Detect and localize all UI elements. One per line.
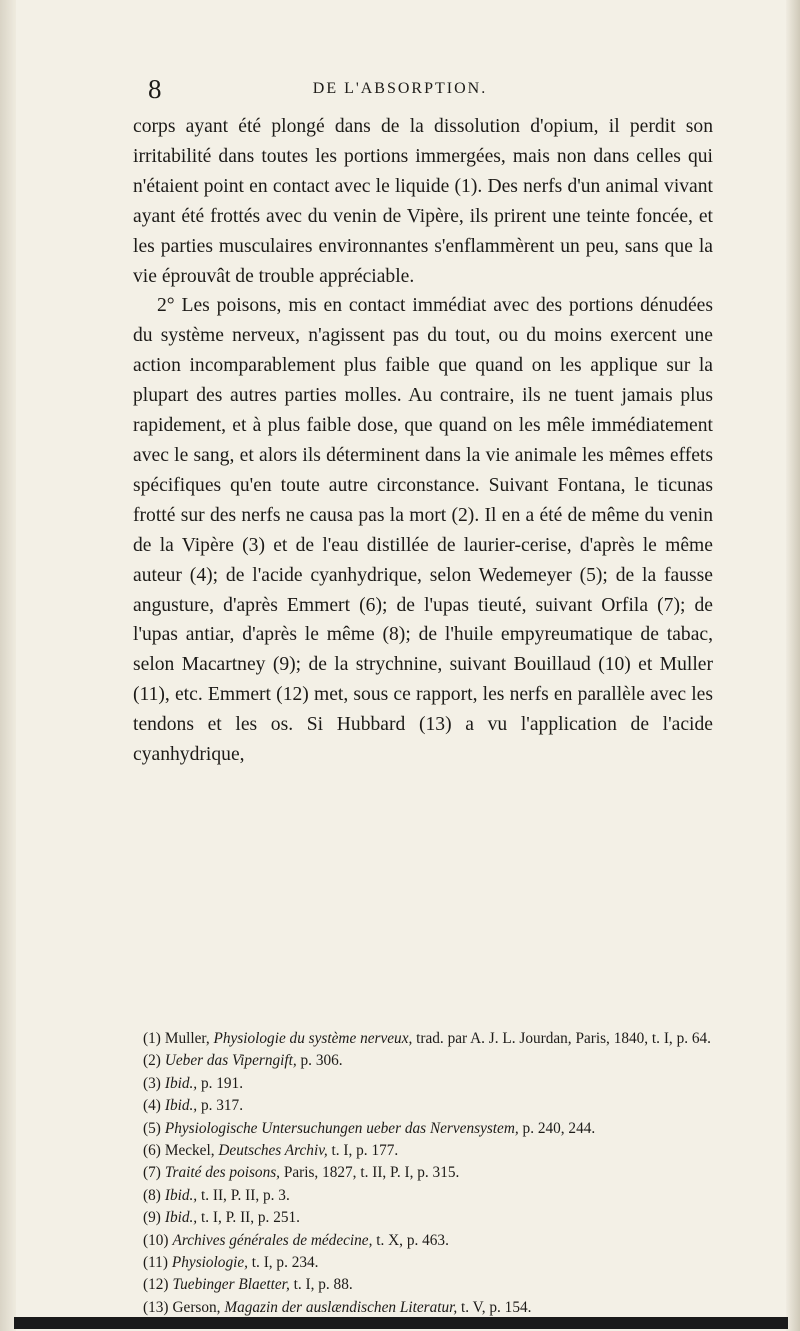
footnote-author: Muller, — [164, 1030, 214, 1047]
footnote-details: t. V, p. 154. — [457, 1298, 532, 1316]
footnote-title: Ibid., — [164, 1074, 198, 1092]
footnote-number: (10) — [143, 1231, 169, 1249]
footnote-title: Physiologie, — [171, 1254, 248, 1272]
footnote-number: (9) — [143, 1209, 161, 1227]
page-number: 8 — [148, 74, 162, 104]
footnote-number: (3) — [143, 1074, 161, 1092]
footnote — [133, 1274, 713, 1296]
footnote-title: Tuebinger Blaetter, — [172, 1276, 290, 1294]
body-text — [133, 112, 713, 770]
footnote — [133, 1095, 713, 1117]
footnote-number: (7) — [143, 1164, 161, 1182]
footnote — [133, 1050, 713, 1072]
footnote-number: (5) — [143, 1119, 161, 1137]
footnote-author: Gerson, — [172, 1298, 225, 1316]
page-header — [136, 74, 664, 110]
footnote — [133, 1185, 713, 1207]
footnote-details: t. I, p. 234. — [247, 1254, 319, 1272]
footnote-details: t. I, P. II, p. 251. — [197, 1209, 300, 1227]
footnote-number: (11) — [143, 1254, 168, 1272]
footnote — [133, 1162, 713, 1184]
footnote-number: (2) — [143, 1052, 161, 1070]
footnote-details: t. I, p. 177. — [327, 1142, 399, 1160]
footnote-title: Ueber das Viperngift, — [164, 1052, 297, 1070]
footnote-details: p. 306. — [296, 1052, 343, 1070]
footnote-title: Ibid., — [164, 1186, 198, 1204]
footnote-details: Paris, 1827, t. II, P. I, p. 315. — [280, 1164, 460, 1182]
footnote — [133, 1207, 713, 1229]
footnote-details: p. 191. — [197, 1074, 244, 1092]
page-edge-right — [786, 0, 800, 1331]
bottom-scan-border — [14, 1317, 788, 1329]
footnote-author: Meckel, — [164, 1142, 219, 1160]
footnote-title: Ibid., — [164, 1209, 198, 1227]
running-title: DE L'ABSORPTION. — [312, 80, 488, 97]
paragraph-2: 2° Les poisons, mis en contact immédiat avec des portions dénudées du système nerveux, n'agissent pas du tout, ou du moins exercent une action incomparablement plus faible que quand on les applique sur la plupart des autres parties molles. Au contraire, ils ne tuent jamais plus rapidement, et à plus faible dose, que quand on les mêle immédiatement avec le sang, et alors ils déterminent dans la vie animale les mêmes effets spécifiques qu'en toute autre circonstance. Suivant Fontana, le ticunas frotté sur des nerfs ne causa pas la mort (2). Il en a été de même du venin de la Vipère (3) et de l'eau distillée de laurier-cerise, d'après le même auteur (4); de l'acide cyanhydrique, selon Wedemeyer (5); de la fausse angusture, d'après Emmert (6); de l'upas tieuté, suivant Orfila (7); de l'upas antiar, d'après le même (8); de l'huile empyreumatique de tabac, selon Macartney (9); de la strychnine, suivant Bouillaud (10) et Muller (11), etc. Emmert (12) met, sous ce rapport, les nerfs en parallèle avec les tendons et les os. Si Hubbard (13) a vu l'application de l'acide cyanhydrique, — [133, 295, 713, 766]
footnote-details: p. 240, 244. — [518, 1119, 596, 1137]
footnote-title: Traité des poisons, — [164, 1164, 281, 1182]
footnote-number: (13) — [143, 1298, 169, 1316]
footnote-title: Magazin der auslændischen Literatur, — [224, 1298, 458, 1316]
footnote — [133, 1118, 713, 1140]
footnote-details: p. 317. — [197, 1097, 244, 1115]
footnote-number: (8) — [143, 1186, 161, 1204]
footnote — [133, 1140, 713, 1162]
footnote-number: (6) — [143, 1142, 161, 1160]
footnote-title: Ibid., — [164, 1097, 198, 1115]
footnote-title: Physiologie du système nerveux, — [213, 1030, 413, 1047]
footnote-details: t. I, p. 88. — [289, 1276, 353, 1294]
footnote-number: (12) — [143, 1276, 169, 1294]
footnote — [133, 1073, 713, 1095]
footnote — [133, 1230, 713, 1252]
footnote-title: Archives générales de médecine, — [172, 1231, 373, 1249]
footnote-title: Physiologische Untersuchungen ueber das Nervensystem, — [164, 1119, 519, 1137]
page-edge-left — [0, 0, 16, 1331]
footnote-details: t. II, P. II, p. 3. — [197, 1186, 290, 1204]
footnotes — [133, 1028, 713, 1319]
footnote — [133, 1028, 713, 1050]
footnote — [133, 1252, 713, 1274]
footnote — [133, 1297, 713, 1319]
footnote-details: trad. par A. J. L. Jourdan, Paris, 1840, t. I, p. 64. — [412, 1030, 711, 1047]
footnote-number: (4) — [143, 1097, 161, 1115]
footnote-title: Deutsches Archiv, — [218, 1142, 328, 1160]
footnote-details: t. X, p. 463. — [372, 1231, 449, 1249]
paragraph-continued: corps ayant été plongé dans de la dissolution d'opium, il perdit son irritabilité dans toutes les portions immergées, mais non dans celles qui n'étaient point en contact avec le liquide (1). Des nerfs d'un animal vivant ayant été frottés avec du venin de Vipère, ils prirent une teinte foncée, et les parties musculaires environnantes s'enflammèrent un peu, sans que la vie éprouvât de trouble appréciable. — [133, 116, 713, 287]
footnote-number: (1) — [143, 1030, 161, 1047]
